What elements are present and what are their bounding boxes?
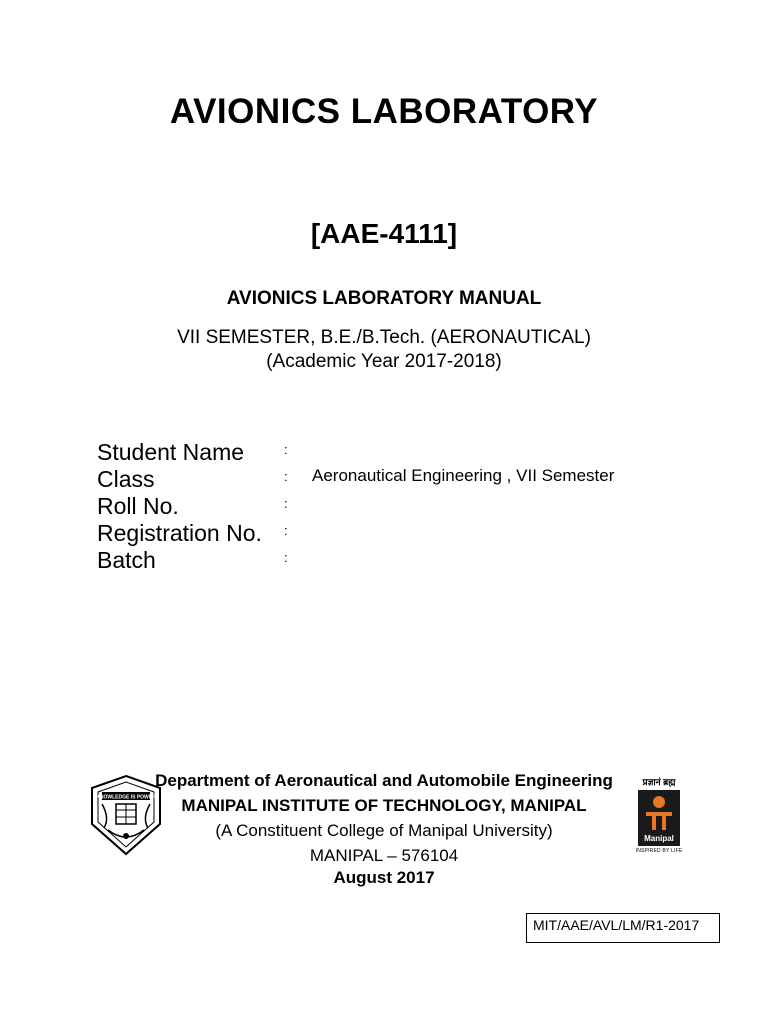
semester-line: VII SEMESTER, B.E./B.Tech. (AERONAUTICAL) — [177, 327, 591, 348]
document-code-box: MIT/AAE/AVL/LM/R1-2017 — [526, 913, 720, 943]
field-label-batch: Batch — [97, 547, 156, 573]
field-colon: : — [284, 523, 288, 538]
brand-script-text: प्रज्ञानं ब्रह्म — [642, 777, 676, 787]
institute-name: MANIPAL INSTITUTE OF TECHNOLOGY, MANIPAL — [181, 796, 587, 815]
field-label-roll-no: Roll No. — [97, 493, 179, 519]
constituent-line: (A Constituent College of Manipal University) — [215, 821, 553, 840]
manual-title: AVIONICS LABORATORY MANUAL — [226, 288, 542, 309]
field-label-registration-no: Registration No. — [97, 520, 262, 546]
field-colon: : — [284, 496, 288, 511]
field-label-class: Class — [97, 466, 155, 492]
brand-emblem — [638, 790, 680, 846]
field-colon: : — [284, 469, 288, 484]
field-value-class: Aeronautical Engineering , VII Semester — [312, 466, 615, 485]
brand-tagline: INSPIRED BY LIFE — [635, 848, 683, 854]
department-name: Department of Aeronautical and Automobile Engineering — [155, 771, 613, 790]
manipal-brand-logo — [634, 775, 684, 855]
publication-date: August 2017 — [333, 868, 435, 887]
page-title: AVIONICS LABORATORY — [169, 92, 599, 131]
academic-year: (Academic Year 2017-2018) — [266, 351, 502, 372]
field-colon: : — [284, 442, 288, 457]
svg-text:KNOWLEDGE IS POWER: KNOWLEDGE IS POWER — [96, 794, 156, 801]
field-colon: : — [284, 550, 288, 565]
svg-text:Manipal: Manipal — [644, 834, 674, 843]
course-code: [AAE-4111] — [310, 218, 458, 249]
city-line: MANIPAL – 576104 — [309, 846, 459, 865]
field-label-student-name: Student Name — [97, 439, 245, 465]
